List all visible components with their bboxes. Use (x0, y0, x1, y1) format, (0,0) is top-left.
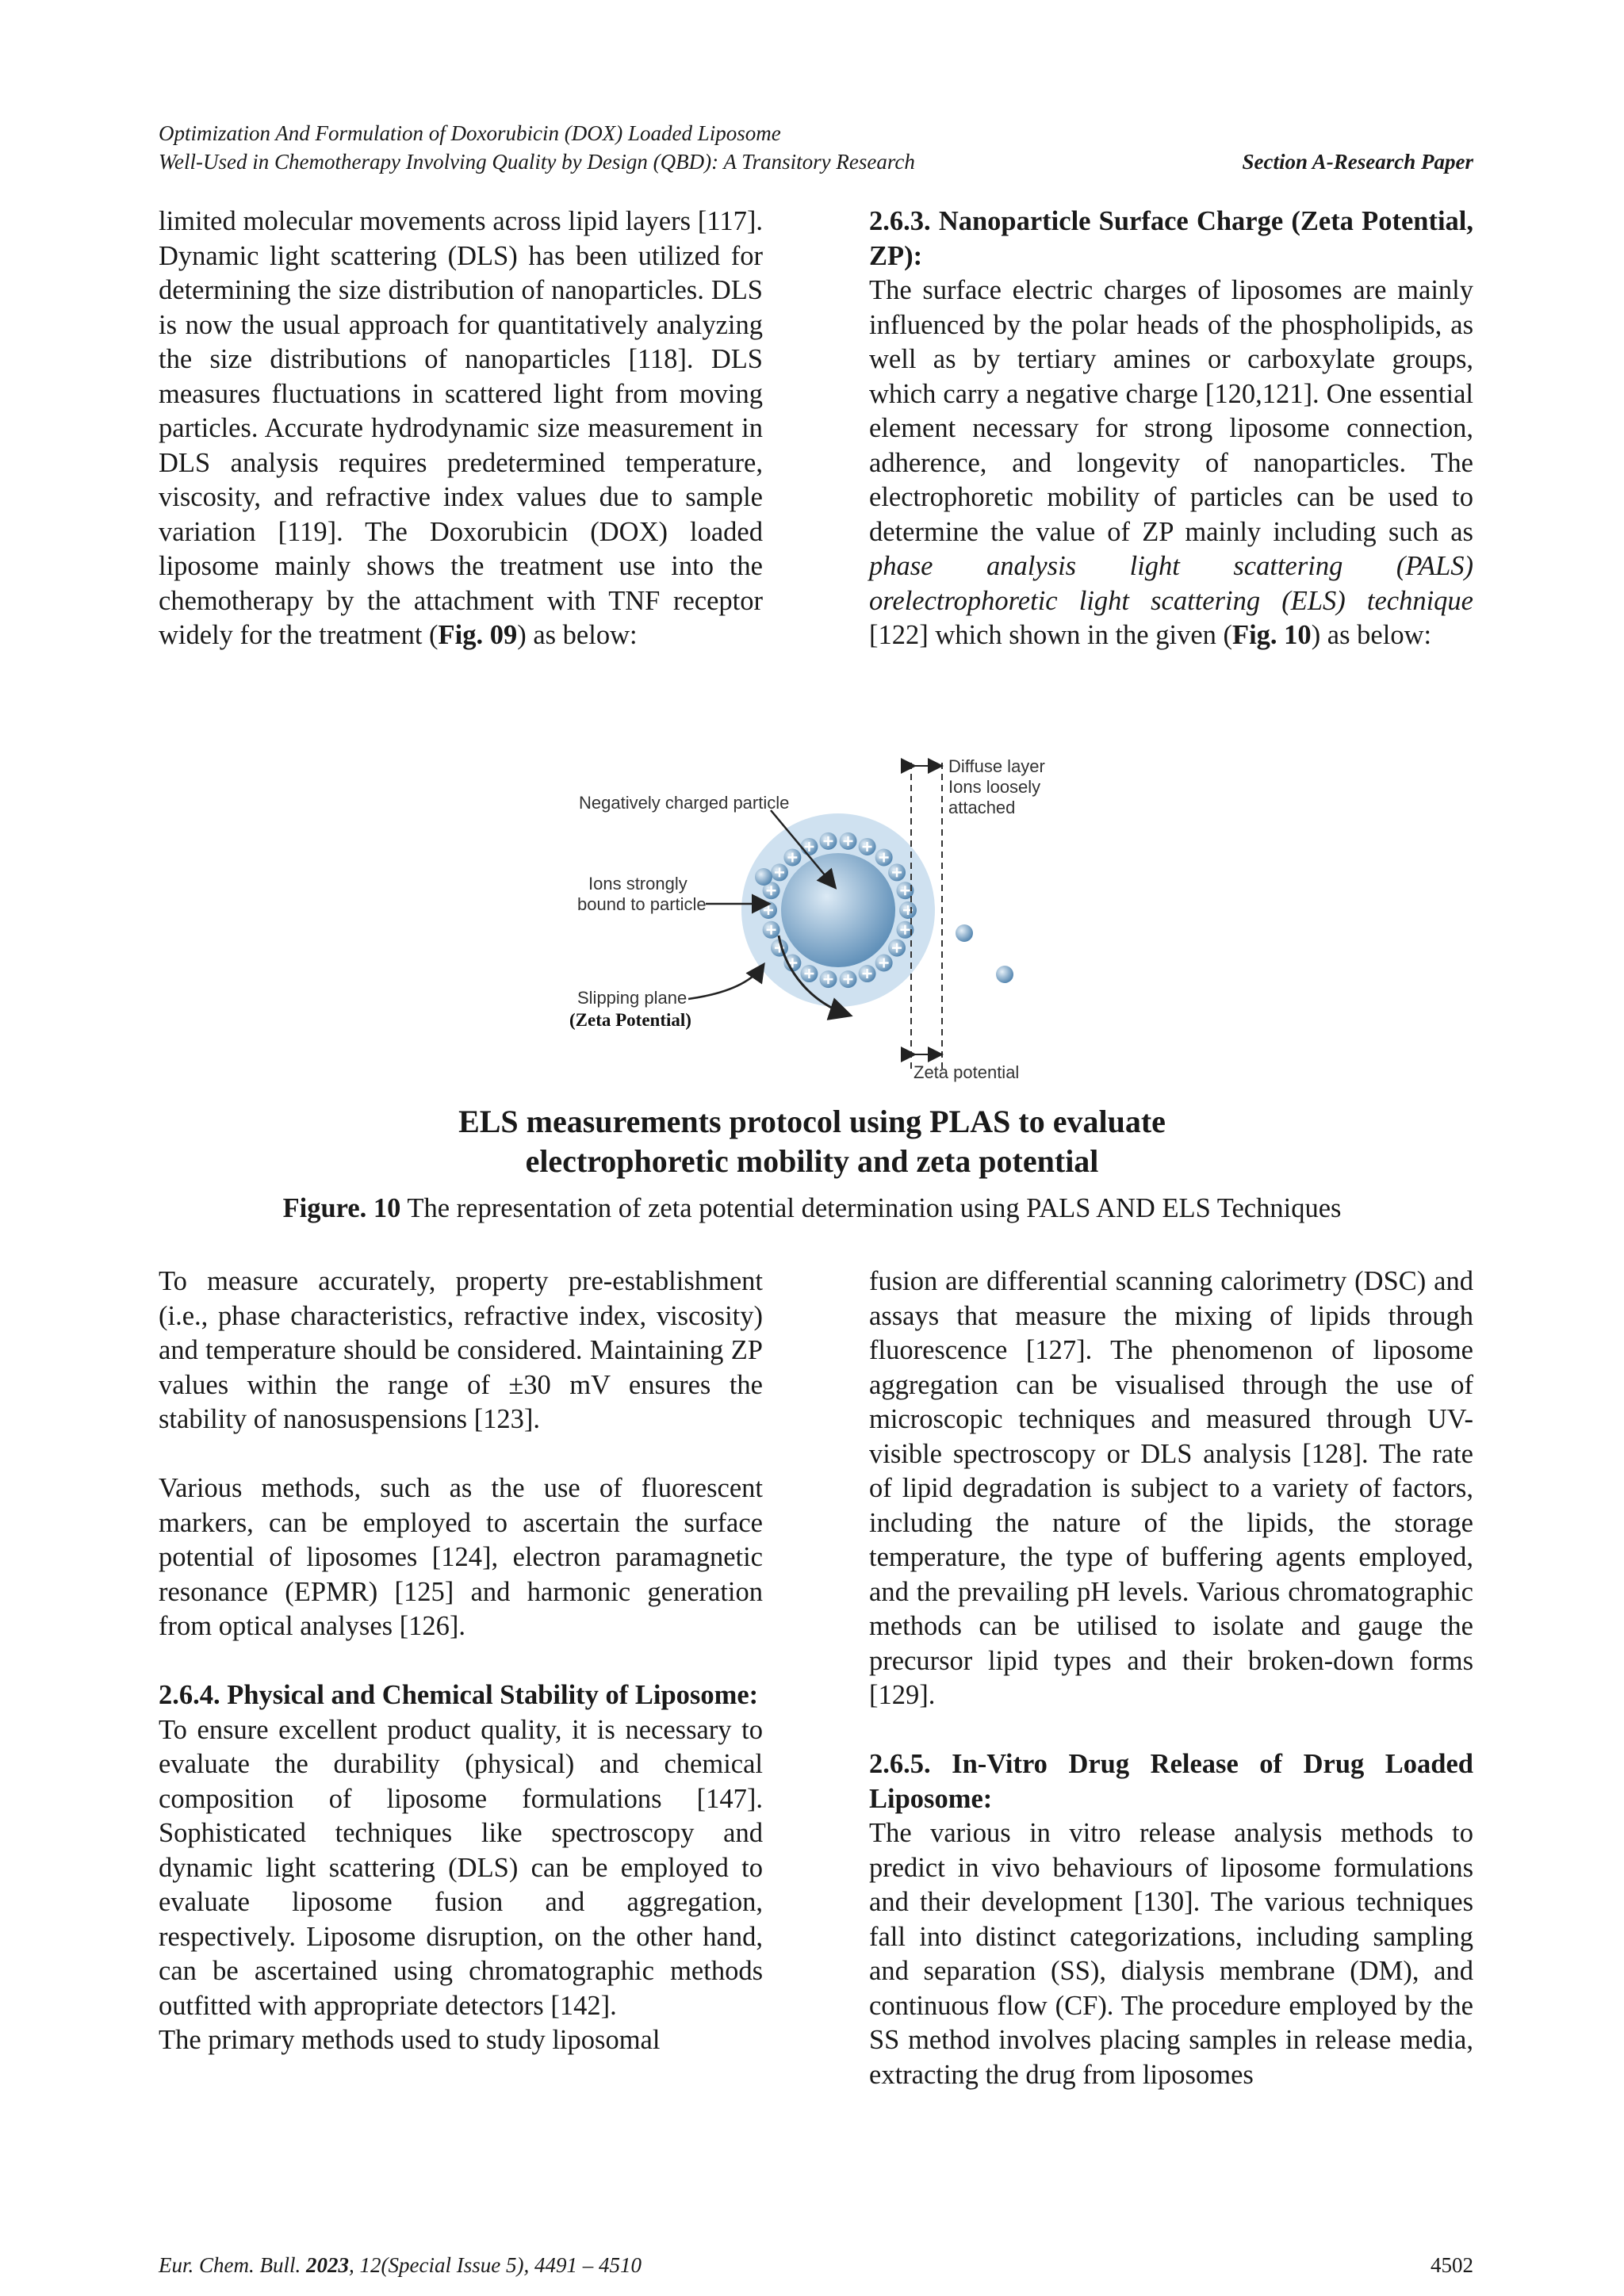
bound-ion (859, 838, 876, 855)
free-ion-3 (996, 966, 1013, 983)
bound-ion (888, 863, 906, 881)
fusion-paragraph: fusion are differential scanning calorimetry (DSC) and assays that measure the mixing of lipids through fluorescence [127]. The phenomenon of liposome aggregation can be visualised through the use of microscopic techniques and measured through UV-visible spectroscopy or DLS analysis [128]. The rate of lipid degradation is subject to a variety of factors, including the nature of the lipids, the storage temperature, the type of buffering agents employed, and the prevailing pH levels. Various chromatographic methods can be utilised to isolate and gauge the precursor lipid types and their broken-down forms [129]. (869, 1266, 1473, 1710)
bound-ion (819, 832, 837, 850)
bound-ion (800, 838, 818, 855)
page-footer (159, 2253, 1473, 2278)
journal-name: Eur. Chem. Bull. (159, 2253, 306, 2277)
figure-caption-text: The representation of zeta potential determination using PALS AND ELS Techniques (400, 1193, 1342, 1223)
label-slip-1: Slipping plane (577, 988, 688, 1008)
header-section-label: Section A-Research Paper (1242, 150, 1473, 174)
bottom-right-column (869, 1265, 1473, 2092)
zeta-paragraph (869, 274, 1473, 653)
journal-year: 2023 (306, 2253, 349, 2277)
zeta-text-c: ) as below: (1311, 620, 1432, 650)
top-right-column (869, 205, 1473, 653)
figure-title-line1: ELS measurements protocol using PLAS to evaluate (458, 1104, 1166, 1139)
bound-ion (875, 848, 893, 866)
bound-ion (763, 921, 780, 939)
bound-ion (783, 848, 801, 866)
slip-pointer (688, 966, 763, 999)
label-diffuse-3: attached (948, 798, 1016, 817)
figure-title (0, 1102, 1624, 1181)
fusion-lead-paragraph: The primary methods used to study liposomal (159, 2025, 661, 2055)
running-header (159, 119, 1473, 176)
bound-ion (771, 863, 788, 881)
bound-ion (840, 970, 857, 988)
fig09-ref: Fig. 09 (438, 620, 518, 650)
bound-ion (888, 939, 906, 957)
zeta-text-italic: phase analysis light scattering (PALS) orelectrophoretic light scattering (ELS) technique (869, 551, 1473, 616)
header-title-line1: Optimization And Formulation of Doxorubicin (DOX) Loaded Liposome (159, 121, 781, 145)
figure-title-line2: electrophoretic mobility and zeta potential (525, 1143, 1099, 1179)
zeta-text-b: [122] which shown in the given ( (869, 620, 1233, 650)
label-slip-2: (Zeta Potential) (569, 1010, 691, 1030)
dls-text-a: limited molecular movements across lipid layers [117]. Dynamic light scattering (DLS) has been utilized for determining the size distribution of nanoparticles. DLS is now the usual approach for quantitatively analyzing the size distributions of nanoparticles [118]. DLS measures fluctuations in scattered light from moving particles. Accurate hydrodynamic size measurement in DLS analysis requires predetermined temperature, viscosity, and refractive index values due to sample variation [119]. The Doxorubicin (DOX) loaded liposome mainly shows the treatment use into the chemotherapy by the attachment with TNF receptor widely for the treatment ( (159, 206, 763, 650)
fig10-ref: Fig. 10 (1232, 620, 1312, 650)
dls-paragraph (159, 205, 763, 653)
bound-ion (800, 965, 818, 982)
bound-ion (859, 965, 876, 982)
bottom-left-column (159, 1265, 763, 2058)
figure-caption-label: Figure. 10 (282, 1193, 401, 1223)
label-particle: Negatively charged particle (579, 793, 790, 813)
label-diffuse-1: Diffuse layer (948, 756, 1045, 776)
bound-ion (840, 832, 857, 850)
label-diffuse-2: Ions loosely (948, 777, 1041, 797)
release-paragraph: The various in vitro release analysis methods to predict in vivo behaviours of liposome formulations and their development [130]. The various techniques fall into distinct categorizations, including sampling and separation (SS), dialysis membrane (DM), and continuous flow (CF). The procedure employed by the SS method involves placing samples in release media, extracting the drug from liposomes (869, 1818, 1473, 2090)
label-ions-strong-2: bound to particle (577, 894, 707, 914)
heading-2-6-5: 2.6.5. In-Vitro Drug Release of Drug Loaded Liposome: (869, 1749, 1473, 1814)
top-left-column (159, 205, 763, 653)
label-zeta: Zeta potential (914, 1062, 1020, 1082)
charged-particle (781, 853, 895, 967)
free-ion-1 (755, 868, 772, 886)
heading-2-6-3: 2.6.3. Nanoparticle Surface Charge (Zeta Potential, ZP): (869, 206, 1473, 271)
journal-citation (159, 2253, 642, 2277)
heading-2-6-4: 2.6.4. Physical and Chemical Stability of Liposome: (159, 1680, 759, 1710)
stability-paragraph: To ensure excellent product quality, it is necessary to evaluate the durability (physical) and chemical composition of liposome formulations [147]. Sophisticated techniques like spectroscopy and dynamic light scattering (DLS) can be employed to evaluate liposome fusion and aggregation, respectively. Liposome disruption, on the other hand, can be ascertained using chromatographic methods outfitted with appropriate detectors [142]. (159, 1714, 763, 2021)
dls-text-b: ) as below: (517, 620, 638, 650)
zeta-text-a: The surface electric charges of liposomes are mainly influenced by the polar heads of the phospholipids, as well as by tertiary amines or carboxylate groups, which carry a negative charge [120,121]. One essential element necessary for strong liposome connection, adherence, and longevity of nanoparticles. The electrophoretic mobility of particles can be used to determine the value of ZP mainly including such as (869, 275, 1473, 547)
bound-ion (819, 970, 837, 988)
bound-ion (899, 901, 917, 919)
bound-ion (875, 955, 893, 972)
methods-paragraph: Various methods, such as the use of fluorescent markers, can be employed to ascertain the surface potential of liposomes [124], electron paramagnetic resonance (EPMR) [125] and harmonic generation from optical analyses [126]. (159, 1473, 763, 1641)
free-ion-2 (956, 924, 973, 942)
journal-issue: , 12(Special Issue 5), 4491 – 4510 (349, 2253, 642, 2277)
page-number: 4502 (1431, 2253, 1473, 2277)
label-ions-strong-1: Ions strongly (588, 874, 688, 894)
header-title-line2: Well-Used in Chemotherapy Involving Quality by Design (QBD): A Transitory Research (159, 150, 915, 174)
figure-caption (0, 1193, 1624, 1224)
measure-paragraph: To measure accurately, property pre-establishment (i.e., phase characteristics, refractive index, viscosity) and temperature should be considered. Maintaining ZP values within the range of ±30 mV ensures the stability of nanosuspensions [123]. (159, 1266, 763, 1434)
